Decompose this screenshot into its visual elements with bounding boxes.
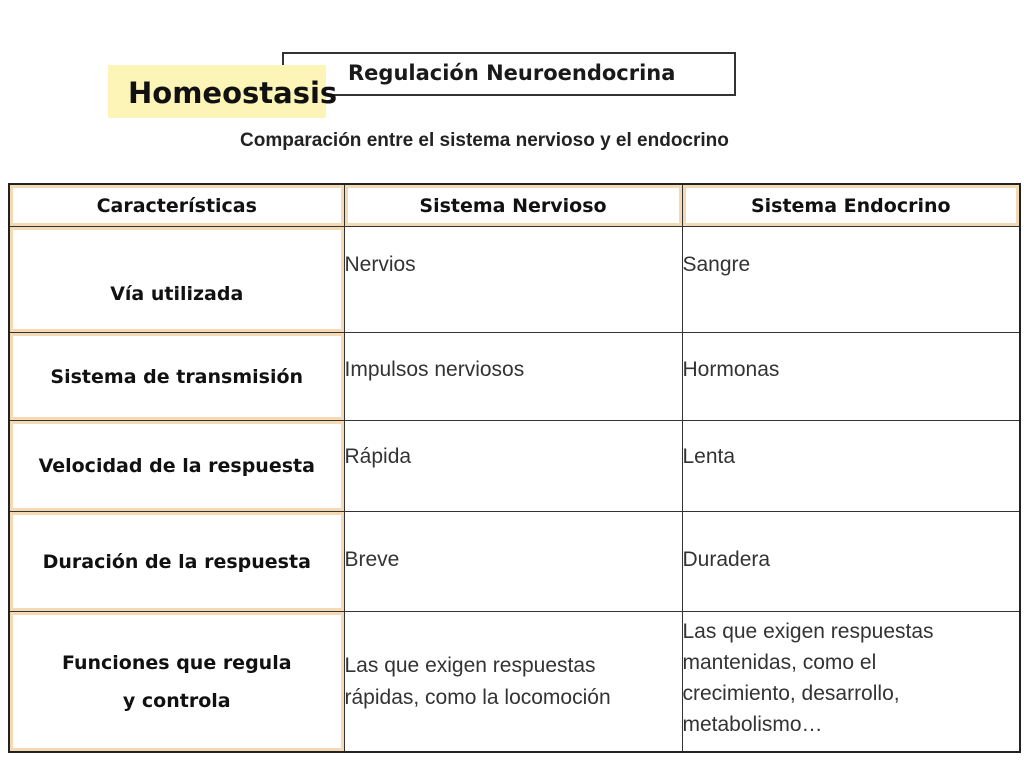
endocrino-cell [682, 333, 1020, 421]
endocrino-text: Duradera [682, 547, 771, 571]
endocrino-text: metabolismo… [682, 713, 823, 736]
endocrino-text: Hormonas [682, 357, 780, 381]
endocrino-text: Sangre [682, 253, 751, 276]
feature-text: y controla [122, 689, 231, 712]
header-sistema-nervioso: Sistema Nervioso [344, 184, 682, 227]
page-title: Homeostasis [128, 76, 338, 110]
feature-text: Sistema de transmisión [50, 365, 304, 388]
comparison-table [8, 183, 1021, 753]
feature-text: Velocidad de la respuesta [38, 455, 315, 477]
endocrino-text: mantenidas, como el [682, 651, 877, 674]
nervioso-cell [344, 333, 682, 421]
endocrino-text: Lenta [682, 445, 736, 468]
nervioso-text: Nervios [344, 253, 416, 276]
feature-cell [9, 421, 344, 512]
table-row [9, 333, 1020, 421]
feature-cell [9, 227, 344, 333]
nervioso-text: Las que exigen respuestas [344, 653, 596, 677]
endocrino-text: crecimiento, desarrollo, [682, 682, 900, 705]
nervioso-cell [344, 421, 682, 512]
feature-text: Duración de la respuesta [42, 550, 311, 573]
endocrino-text: Las que exigen respuestas [682, 620, 934, 643]
nervioso-cell [344, 512, 682, 612]
table-header-row [9, 184, 1020, 227]
feature-cell [9, 612, 344, 753]
table-row [9, 512, 1020, 612]
header-sistema-endocrino: Sistema Endocrino [682, 184, 1020, 227]
nervioso-text: Impulsos nerviosos [344, 357, 525, 381]
endocrino-cell [682, 227, 1020, 333]
endocrino-cell [682, 421, 1020, 512]
feature-text: Vía utilizada [110, 282, 244, 305]
endocrino-cell [682, 512, 1020, 612]
endocrino-cell [682, 612, 1020, 753]
table-row [9, 421, 1020, 512]
feature-text: Funciones que regula [61, 651, 292, 674]
table-row [9, 227, 1020, 333]
feature-cell [9, 333, 344, 421]
nervioso-cell [344, 227, 682, 333]
table-row [9, 612, 1020, 753]
feature-cell [9, 512, 344, 612]
table-caption: Comparación entre el sistema nervioso y el endocrino [240, 130, 729, 151]
nervioso-text: Rápida [344, 445, 412, 468]
nervioso-text: rápidas, como la locomoción [344, 685, 611, 709]
subtitle: Regulación Neuroendocrina [348, 61, 676, 85]
nervioso-cell [344, 612, 682, 753]
nervioso-text: Breve [344, 547, 400, 571]
header-caracteristicas: Características [9, 184, 344, 227]
